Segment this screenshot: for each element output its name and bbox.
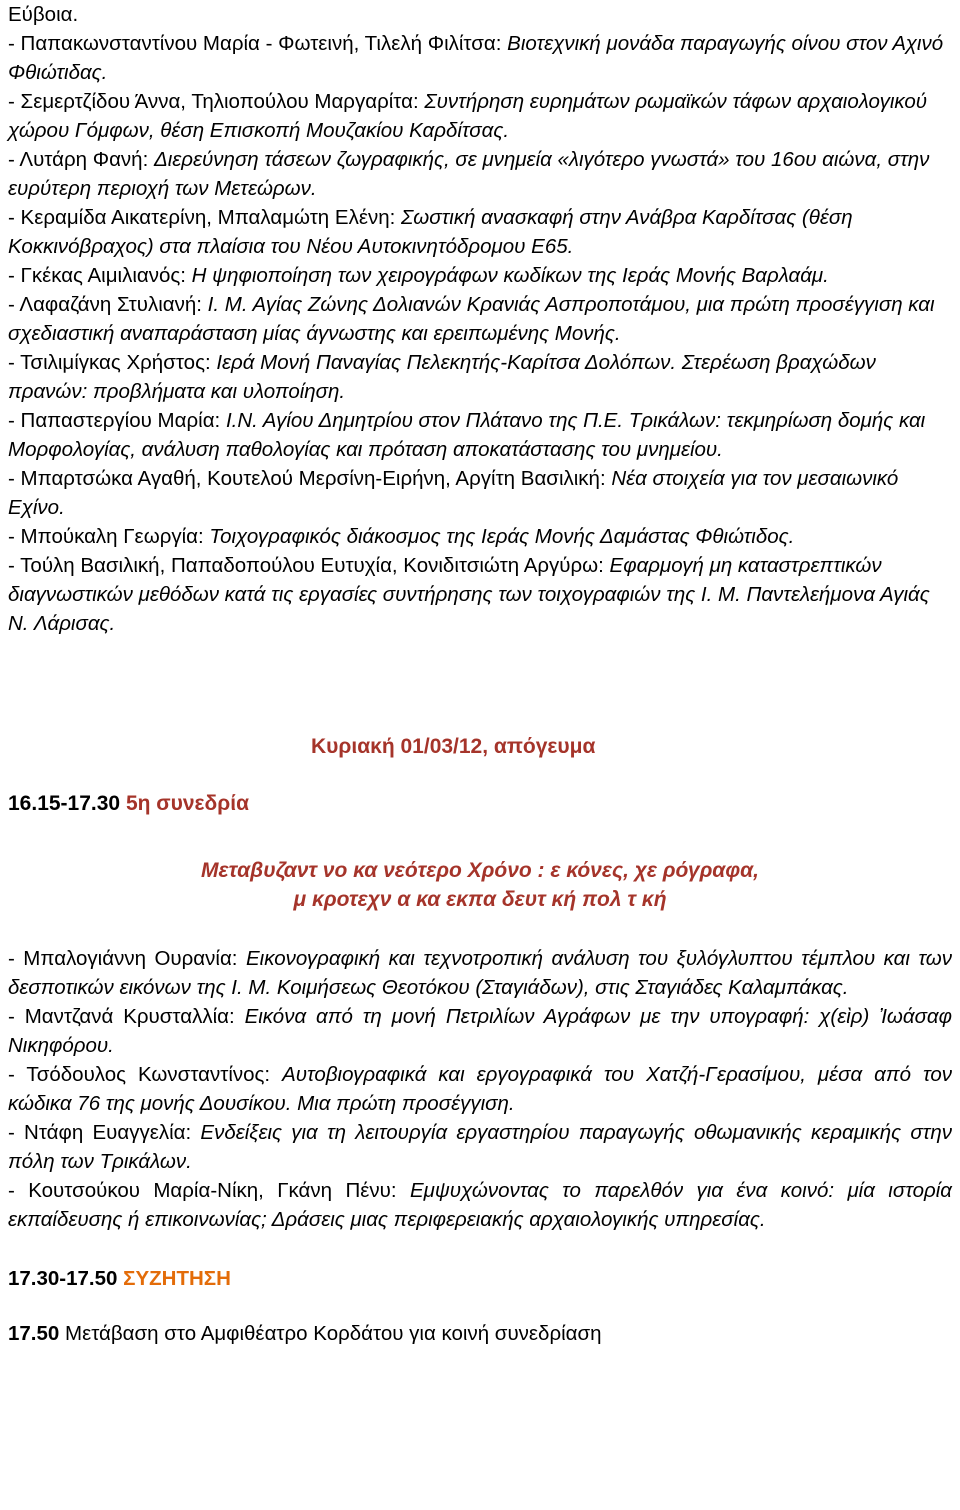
entry-1 [8,29,952,87]
discussion-line [8,1264,952,1293]
entry-author: - Λυτάρη Φανή: [8,148,154,171]
transfer-text: Μετάβαση στο Αμφιθέατρο Κορδάτου για κοινή συνεδρίαση [59,1322,602,1345]
entries-bottom [8,944,952,1234]
entry-author: - Κουτσούκου Μαρία-Νίκη, Γκάνη Πένυ: [8,1179,410,1202]
entry-title: Εμψυχώνοντας το παρελθόν για ένα κοινό: μία ιστορία εκπαίδευσης ή επικοινωνίας; Δράσεις μιας περιφερειακής αρχαιολογικής υπηρεσίας. [8,1179,952,1231]
date-heading: Κυριακή 01/03/12, απόγευμα [311,735,596,758]
session-theme [8,856,952,914]
theme-line-1: Μεταβυζαντ νο κα νεότερο Χρόνο : ε κόνες, χε ρόγραφα, [201,859,759,882]
entry-11 [8,551,952,638]
entry-author: - Παπακωνσταντίνου Μαρία - Φωτεινή, Τιλελή Φιλίτσα: [8,32,508,55]
entry-title: Ενδείξεις για τη λειτουργία εργαστηρίου παραγωγής οθωμανικής κεραμικής στην πόλη των Τρικάλων. [8,1121,952,1173]
discussion-label: ΣΥΖΗΤΗΣΗ [123,1267,231,1290]
entry-title: Συντήρηση ευρημάτων ρωμαϊκών τάφων αρχαιολογικού χώρου Γόμφων, θέση Επισκοπή Μουζακίου Καρδίτσας. [8,90,928,142]
document-page [8,0,952,1348]
entry-4 [8,203,952,261]
entry-author: - Κεραμίδα Αικατερίνη, Μπαλαμώτη Ελένη: [8,206,402,229]
entry-author: - Παπαστεργίου Μαρία: [8,409,226,432]
entry-title: Εφαρμογή μη καταστρεπτικών διαγνωστικών μεθόδων κατά τις εργασίες συντήρησης των τοιχογραφιών της Ι. Μ. Παντελεήμονα Αγιάς Ν. Λάρισας. [8,554,930,635]
entry-title: Ι.Ν. Αγίου Δημητρίου στον Πλάτανο της Π.Ε. Τρικάλων: τεκμηρίωση δομής και Μορφολογίας, ανάλυση παθολογίας και πρόταση αποκατάστασης του μνημείου. [8,409,926,461]
transfer-line [8,1319,952,1348]
entry-author: - Τσιλιμίγκας Χρήστος: [8,351,217,374]
entry-author: - Γκέκας Αιμιλιανός: [8,264,192,287]
entry-title: Βιοτεχνική μονάδα παραγωγής οίνου στον Αχινό Φθιώτιδας. [8,32,944,84]
entry-title: Εικονογραφική και τεχνοτροπική ανάλυση του ξυλόγλυπτου τέμπλου και των δεσποτικών εικόνων της Ι. Μ. Κοιμήσεως Θεοτόκου (Σταγιάδων), στις Σταγιάδες Καλαμπάκας. [8,947,952,999]
entry-author: - Μπαρτσώκα Αγαθή, Κουτελού Μερσίνη-Ειρήνη, Αργίτη Βασιλική: [8,467,612,490]
entry-b2 [8,1060,952,1118]
entry-b0 [8,944,952,1002]
entry-title: Τοιχογραφικός διάκοσμος της Ιεράς Μονής Δαμάστας Φθιώτιδος. [209,525,795,548]
spacer [8,638,952,726]
entry-b3 [8,1118,952,1176]
entry-author: - Τσόδουλος Κωνσταντίνος: [8,1063,283,1086]
discussion-time: 17.30-17.50 [8,1267,118,1290]
entry-title: Ιερά Μονή Παναγίας Πελεκητής-Καρίτσα Δολόπων. Στερέωση βραχώδων πρανών: προβλήματα και υλοποίηση. [8,351,876,403]
entry-8 [8,406,952,464]
entry-author: - Μπούκαλη Γεωργία: [8,525,210,548]
theme-line-2: μ κροτεχν α κα εκπα δευτ κή πολ τ κή [293,888,667,911]
entry-0 [8,0,952,29]
entry-b1 [8,1002,952,1060]
session-header [8,726,952,816]
entry-author: - Τούλη Βασιλική, Παπαδοπούλου Ευτυχία, Κονιδιτσιώτη Αργύρω: [8,554,610,577]
entry-3 [8,145,952,203]
entry-b4 [8,1176,952,1234]
entry-title: Η ψηφιοποίηση των χειρογράφων κωδίκων της Ιεράς Μονής Βαρλαάμ. [191,264,829,287]
entry-7 [8,348,952,406]
session-time: 16.15-17.30 [8,792,121,815]
entry-author: - Σεμερτζίδου Άννα, Τηλιοπούλου Μαργαρίτα: [8,90,425,113]
entry-author: - Μπαλογιάννη Ουρανία: [8,947,246,970]
session-label: 5η συνεδρία [125,792,249,815]
entry-author: - Λαφαζάνη Στυλιανή: [8,293,208,316]
entry-6 [8,290,952,348]
entry-title: Νέα στοιχεία για τον μεσαιωνικό Εχίνο. [8,467,899,519]
session-line [8,789,249,818]
entry-2 [8,87,952,145]
entry-title: Αυτοβιογραφικά και εργογραφικά του Χατζή-Γερασίμου, μέσα από τον κώδικα 76 της μονής Δουσίκου. Μια πρώτη προσέγγιση. [8,1063,952,1115]
entries-top [8,0,952,638]
entry-title: Διερεύνηση τάσεων ζωγραφικής, σε μνημεία «λιγότερο γνωστά» του 16ου αιώνα, στην ευρύτερη περιοχή των Μετεώρων. [8,148,930,200]
entry-9 [8,464,952,522]
entry-author: Εύβοια. [8,3,79,26]
entry-title: Ι. Μ. Αγίας Ζώνης Δολιανών Κρανιάς Ασπροποτάμου, μια πρώτη προσέγγιση και σχεδιαστική αναπαράσταση μίας άγνωστης και ερειπωμένης Μονής. [8,293,935,345]
entry-title: Σωστική ανασκαφή στην Ανάβρα Καρδίτσας (θέση Κοκκινόβραχος) στα πλαίσια του Νέου Αυτοκινητόδρομου Ε65. [8,206,853,258]
transfer-time: 17.50 [8,1322,60,1345]
entry-author: - Ντάφη Ευαγγελία: [8,1121,201,1144]
entry-title: Εικόνα από τη μονή Πετριλίων Αγράφων με την υπογραφή: χ(εὶρ) Ἰωάσαφ Νικηφόρου. [8,1005,952,1057]
entry-10 [8,522,952,551]
entry-5 [8,261,952,290]
entry-author: - Μαντζανά Κρυσταλλία: [8,1005,245,1028]
